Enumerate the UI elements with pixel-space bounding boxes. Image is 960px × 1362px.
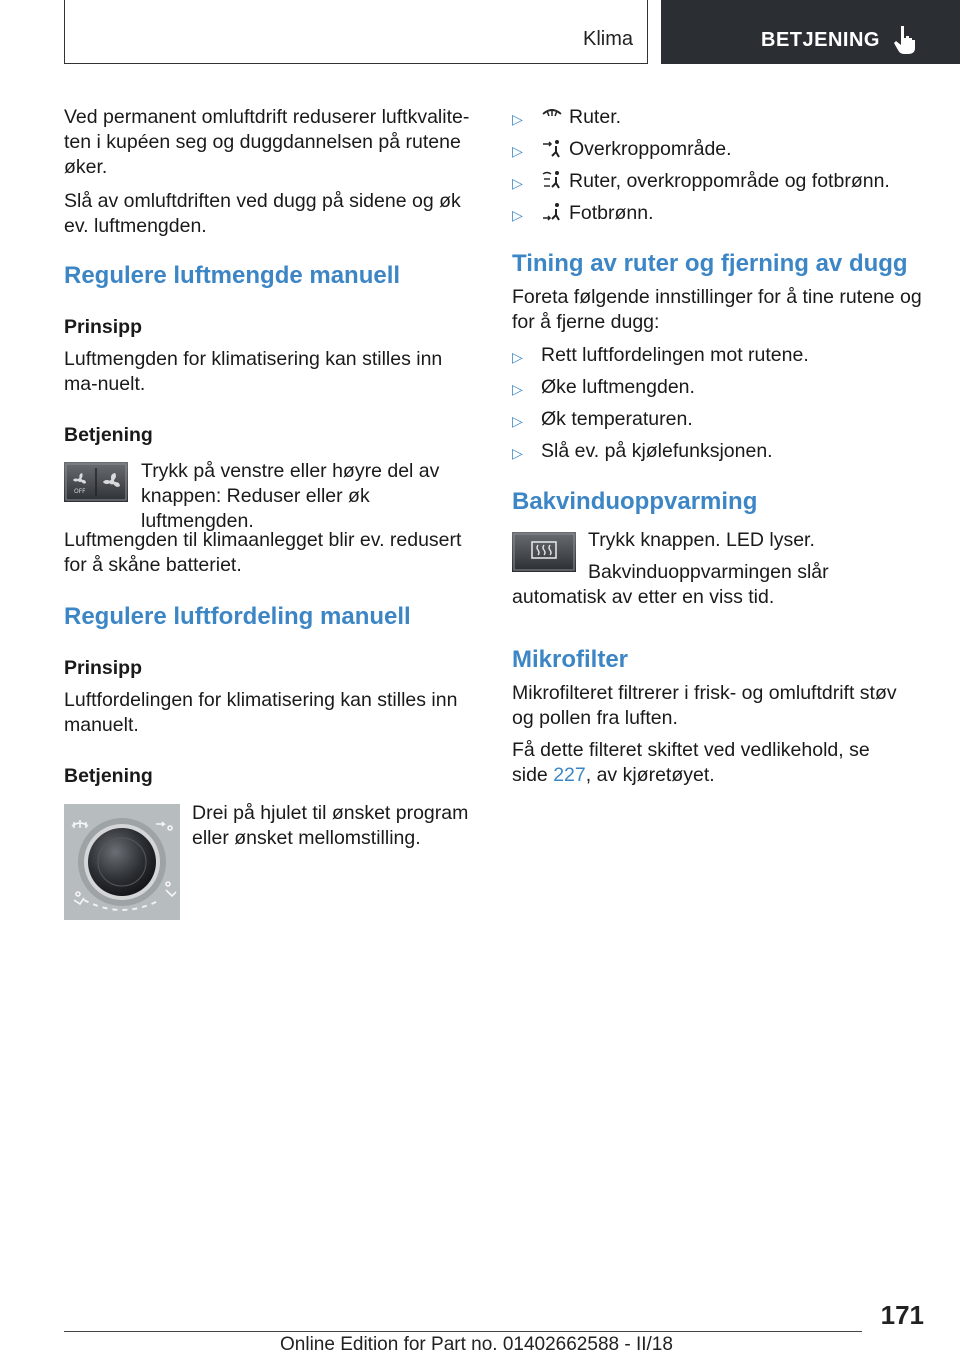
defrost-list xyxy=(512,343,922,471)
paragraph-operation-2: Drei på hjulet til ønsket program eller ønsket mellomstilling. xyxy=(192,802,469,849)
heading-defrost: Tining av ruter og fjerning av dugg xyxy=(512,250,908,277)
list-item xyxy=(512,407,922,439)
triangle-bullet-icon: ▷ xyxy=(512,111,523,127)
header-chapter-title: BETJENING xyxy=(761,29,880,51)
list-item xyxy=(512,343,922,375)
list-item xyxy=(512,169,922,201)
paragraph-defrost: Foreta følgende innstillinger for å tine rutene og for å fjerne dugg: xyxy=(512,286,922,333)
distribution-list xyxy=(512,105,922,233)
triangle-bullet-icon: ▷ xyxy=(512,413,523,429)
list-item-label: Fotbrønn. xyxy=(569,202,654,224)
windscreen-icon xyxy=(541,106,563,126)
heading-air-distribution: Regulere luftfordeling manuell xyxy=(64,603,411,630)
list-item-label: Ruter. xyxy=(569,106,622,128)
paragraph-microfilter: Mikrofilteret filtrerer i frisk- og omluftdrift støv og pollen fra luften. xyxy=(512,682,897,729)
air-distribution-dial-icon xyxy=(64,804,180,920)
pointing-hand-icon xyxy=(893,24,919,54)
paragraph-rear-auto-off: Bakvinduoppvarmingen slår automatisk av etter en viss tid. xyxy=(512,561,829,608)
list-item xyxy=(512,201,922,233)
paragraph-battery-note: Luftmengden til klimaanlegget blir ev. redusert for å skåne batteriet. xyxy=(64,529,462,576)
triangle-bullet-icon: ▷ xyxy=(512,349,523,365)
footer-edition: Online Edition for Part no. 01402662588 - II/18 xyxy=(280,1334,673,1355)
paragraph-operation-1: Trykk på venstre eller høyre del av knappen: Reduser eller øk luftmengden. xyxy=(141,460,440,532)
heading-operation-1: Betjening xyxy=(64,424,153,446)
triangle-bullet-icon: ▷ xyxy=(512,445,523,461)
header-section-title: Klima xyxy=(582,28,633,50)
list-item xyxy=(512,439,922,471)
triangle-bullet-icon: ▷ xyxy=(512,381,523,397)
paragraph-recirculation-off: Slå av omluftdriften ved dugg på sidene og øk ev. luftmengden. xyxy=(64,190,461,237)
heading-microfilter: Mikrofilter xyxy=(512,646,629,673)
header-section-box xyxy=(64,0,648,64)
page-number: 171 xyxy=(880,1300,924,1330)
list-item-label: Overkroppområde. xyxy=(569,138,732,160)
footer-divider xyxy=(64,1331,862,1332)
header-chapter-tab xyxy=(661,0,960,64)
paragraph-principle-1: Luftmengden for klimatisering kan stilles inn ma-nuelt. xyxy=(64,348,443,395)
fan-button-icon xyxy=(64,462,128,502)
page-reference-link[interactable]: 227 xyxy=(553,764,586,786)
heading-operation-2: Betjening xyxy=(64,765,153,787)
service-text-b: , av kjøretøyet. xyxy=(585,764,715,786)
list-item xyxy=(512,375,922,407)
triangle-bullet-icon: ▷ xyxy=(512,175,523,191)
paragraph-service xyxy=(512,738,872,788)
paragraph-recirculation: Ved permanent omluftdrift reduserer luftkvalite-ten i kupéen seg og duggdannelsen på rutene øker. xyxy=(64,106,470,178)
paragraph-principle-2: Luftfordelingen for klimatisering kan stilles inn manuelt. xyxy=(64,689,458,736)
list-item xyxy=(512,137,922,169)
heading-principle-2: Prinsipp xyxy=(64,657,143,679)
triangle-bullet-icon: ▷ xyxy=(512,207,523,223)
heading-rear-window-heating: Bakvinduoppvarming xyxy=(512,488,758,515)
button-off-label: OFF xyxy=(74,488,86,495)
list-item-label: Slå ev. på kjølefunksjonen. xyxy=(541,440,773,462)
upper-body-icon xyxy=(541,138,563,158)
all-zones-icon xyxy=(541,170,563,190)
service-text-a: Få dette filteret skiftet ved vedlikehold, se side xyxy=(512,739,870,786)
heading-air-volume: Regulere luftmengde manuell xyxy=(64,262,401,289)
list-item-label: Ruter, overkroppområde og fotbrønn. xyxy=(569,170,890,192)
list-item-label: Øk temperaturen. xyxy=(541,408,693,430)
paragraph-rear-press: Trykk knappen. LED lyser. xyxy=(588,529,815,551)
list-item-label: Øke luftmengden. xyxy=(541,376,695,398)
footwell-icon xyxy=(541,202,563,222)
list-item xyxy=(512,105,922,137)
triangle-bullet-icon: ▷ xyxy=(512,143,523,159)
heading-principle-1: Prinsipp xyxy=(64,316,143,338)
list-item-label: Rett luftfordelingen mot rutene. xyxy=(541,344,809,366)
